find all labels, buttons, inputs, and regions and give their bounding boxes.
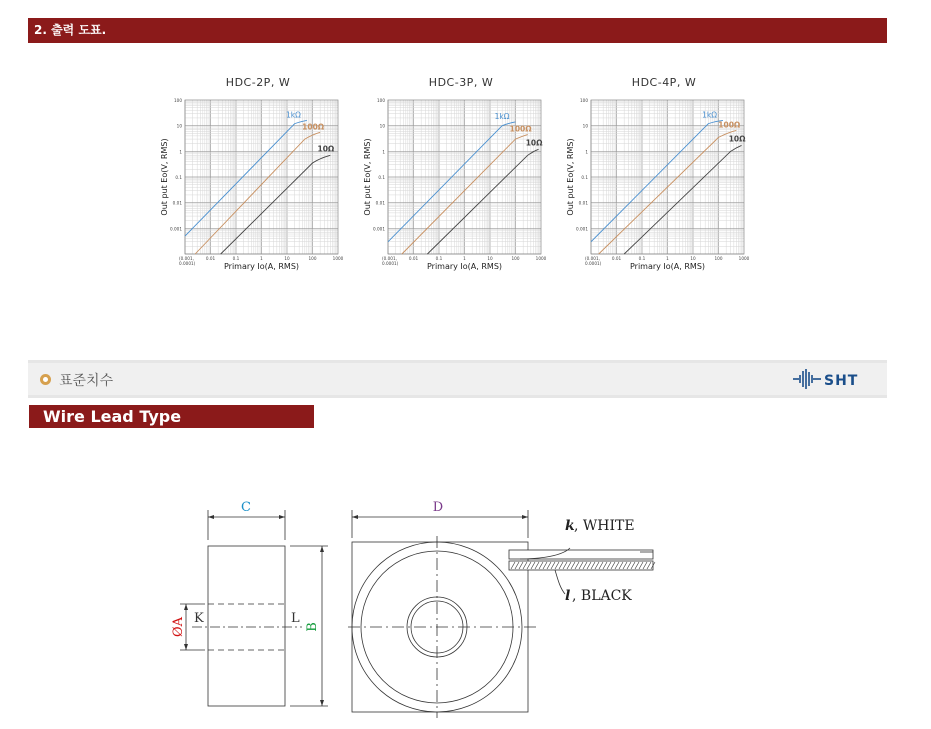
y-tick-label: 0.1: [581, 175, 588, 180]
chart-hdc-3p: [363, 76, 556, 276]
x-tick-label: (0.001,: [585, 256, 600, 261]
y-tick-label: 100: [174, 98, 182, 103]
section-header-output-chart: [28, 18, 887, 43]
x-tick-label: 100: [714, 256, 723, 261]
y-tick-label: 0.01: [375, 200, 385, 206]
x-tick-label: (0.001,: [179, 256, 194, 261]
y-axis-label: Out put Eo(V, RMS): [363, 138, 372, 216]
y-tick-label: 0.001: [576, 226, 588, 232]
label-black: , BLACK: [572, 588, 632, 604]
series-label-1: 100Ω: [718, 120, 741, 130]
y-tick-label: 0.01: [172, 200, 182, 206]
logo-wave-icon: [793, 369, 821, 389]
chart-title: HDC-2P, W: [225, 76, 291, 89]
series-label-2: 10Ω: [317, 144, 335, 154]
sht-logo: [791, 368, 875, 390]
x-tick-label: 1: [463, 256, 466, 261]
black-leader: [555, 570, 565, 594]
chart-svg: [566, 76, 759, 276]
bullet-icon: [40, 374, 51, 385]
series-label-0: 1kΩ: [285, 110, 301, 120]
label-white: , WHITE: [574, 518, 635, 534]
y-tick-label: 1: [179, 149, 182, 155]
y-axis-label: Out put Eo(V, RMS): [566, 138, 575, 216]
chart-title: HDC-3P, W: [428, 76, 494, 89]
y-tick-label: 0.1: [378, 175, 385, 180]
y-tick-label: 1: [382, 149, 385, 155]
y-tick-label: 1: [585, 149, 588, 155]
y-tick-label: 100: [377, 98, 385, 103]
y-tick-label: 10: [379, 123, 385, 129]
y-tick-label: 10: [176, 123, 182, 129]
side-view-body: [208, 546, 285, 706]
series-label-1: 100Ω: [509, 124, 532, 134]
dimension-arrows: [184, 515, 528, 706]
x-tick-label: 0.1: [435, 256, 443, 261]
series-label-2: 10Ω: [525, 138, 543, 148]
chart-hdc-4p: [566, 76, 759, 276]
x-tick-label: 1000: [738, 256, 750, 261]
x-tick-label: 0.1: [638, 256, 646, 261]
x-tick-label: 1: [666, 256, 669, 261]
label-k: K: [194, 611, 204, 626]
x-tick-label: 0.0001): [382, 261, 399, 266]
label-k-italic: k: [565, 518, 575, 534]
x-tick-label: 0.01: [408, 256, 419, 261]
label-l-italic: l: [565, 588, 571, 604]
x-axis-label: Primary Io(A, RMS): [629, 262, 706, 271]
x-tick-label: 0.0001): [585, 261, 602, 266]
chart-grid: [388, 100, 541, 254]
series-label-2: 10Ω: [728, 134, 746, 144]
x-tick-label: 10: [487, 256, 493, 261]
dimension-drawing: [0, 480, 931, 729]
wire-lead-type-header: [29, 405, 314, 428]
series-label-0: 1kΩ: [702, 110, 717, 120]
y-tick-label: 0.01: [578, 200, 588, 206]
label-d: D: [432, 500, 444, 515]
x-tick-label: 10: [284, 256, 290, 261]
x-tick-label: (0.001,: [382, 256, 397, 261]
y-tick-label: 0.1: [175, 175, 182, 180]
x-tick-label: 1: [260, 256, 263, 261]
y-tick-label: 100: [580, 98, 588, 103]
y-tick-label: 10: [582, 123, 588, 129]
white-wire: [509, 550, 653, 559]
series-label-0: 1kΩ: [494, 111, 510, 121]
x-tick-label: 1000: [332, 256, 344, 261]
series-line-2: [427, 149, 538, 254]
series-line-0: [388, 122, 516, 242]
label-a: ØA: [171, 616, 186, 638]
x-axis-label: Primary Io(A, RMS): [223, 262, 300, 271]
label-c: C: [241, 500, 251, 515]
section-title: 표준치수: [59, 373, 114, 389]
x-tick-label: 100: [308, 256, 317, 261]
x-tick-label: 0.1: [232, 256, 240, 261]
logo-text: SHT: [824, 373, 859, 389]
x-tick-label: 100: [511, 256, 520, 261]
series-label-1: 100Ω: [302, 122, 325, 132]
chart-svg: [160, 76, 353, 276]
chart-svg: [363, 76, 556, 276]
label-l: L: [291, 611, 300, 626]
standard-dimensions-bar: [28, 360, 887, 398]
x-tick-label: 10: [690, 256, 696, 261]
label-b: B: [305, 622, 320, 632]
y-tick-label: 0.001: [373, 226, 385, 232]
wire-lead-type-title: Wire Lead Type: [43, 407, 182, 426]
x-tick-label: 0.0001): [179, 261, 196, 266]
y-tick-label: 0.001: [170, 226, 182, 232]
chart-hdc-2p: [160, 76, 353, 276]
x-tick-label: 0.01: [205, 256, 216, 261]
chart-title: HDC-4P, W: [631, 76, 697, 89]
y-axis-label: Out put Eo(V, RMS): [160, 138, 169, 216]
x-axis-label: Primary Io(A, RMS): [426, 262, 503, 271]
x-tick-label: 0.01: [611, 256, 622, 261]
section-header-title: 2. 출력 도표.: [34, 23, 107, 37]
x-tick-label: 1000: [535, 256, 547, 261]
